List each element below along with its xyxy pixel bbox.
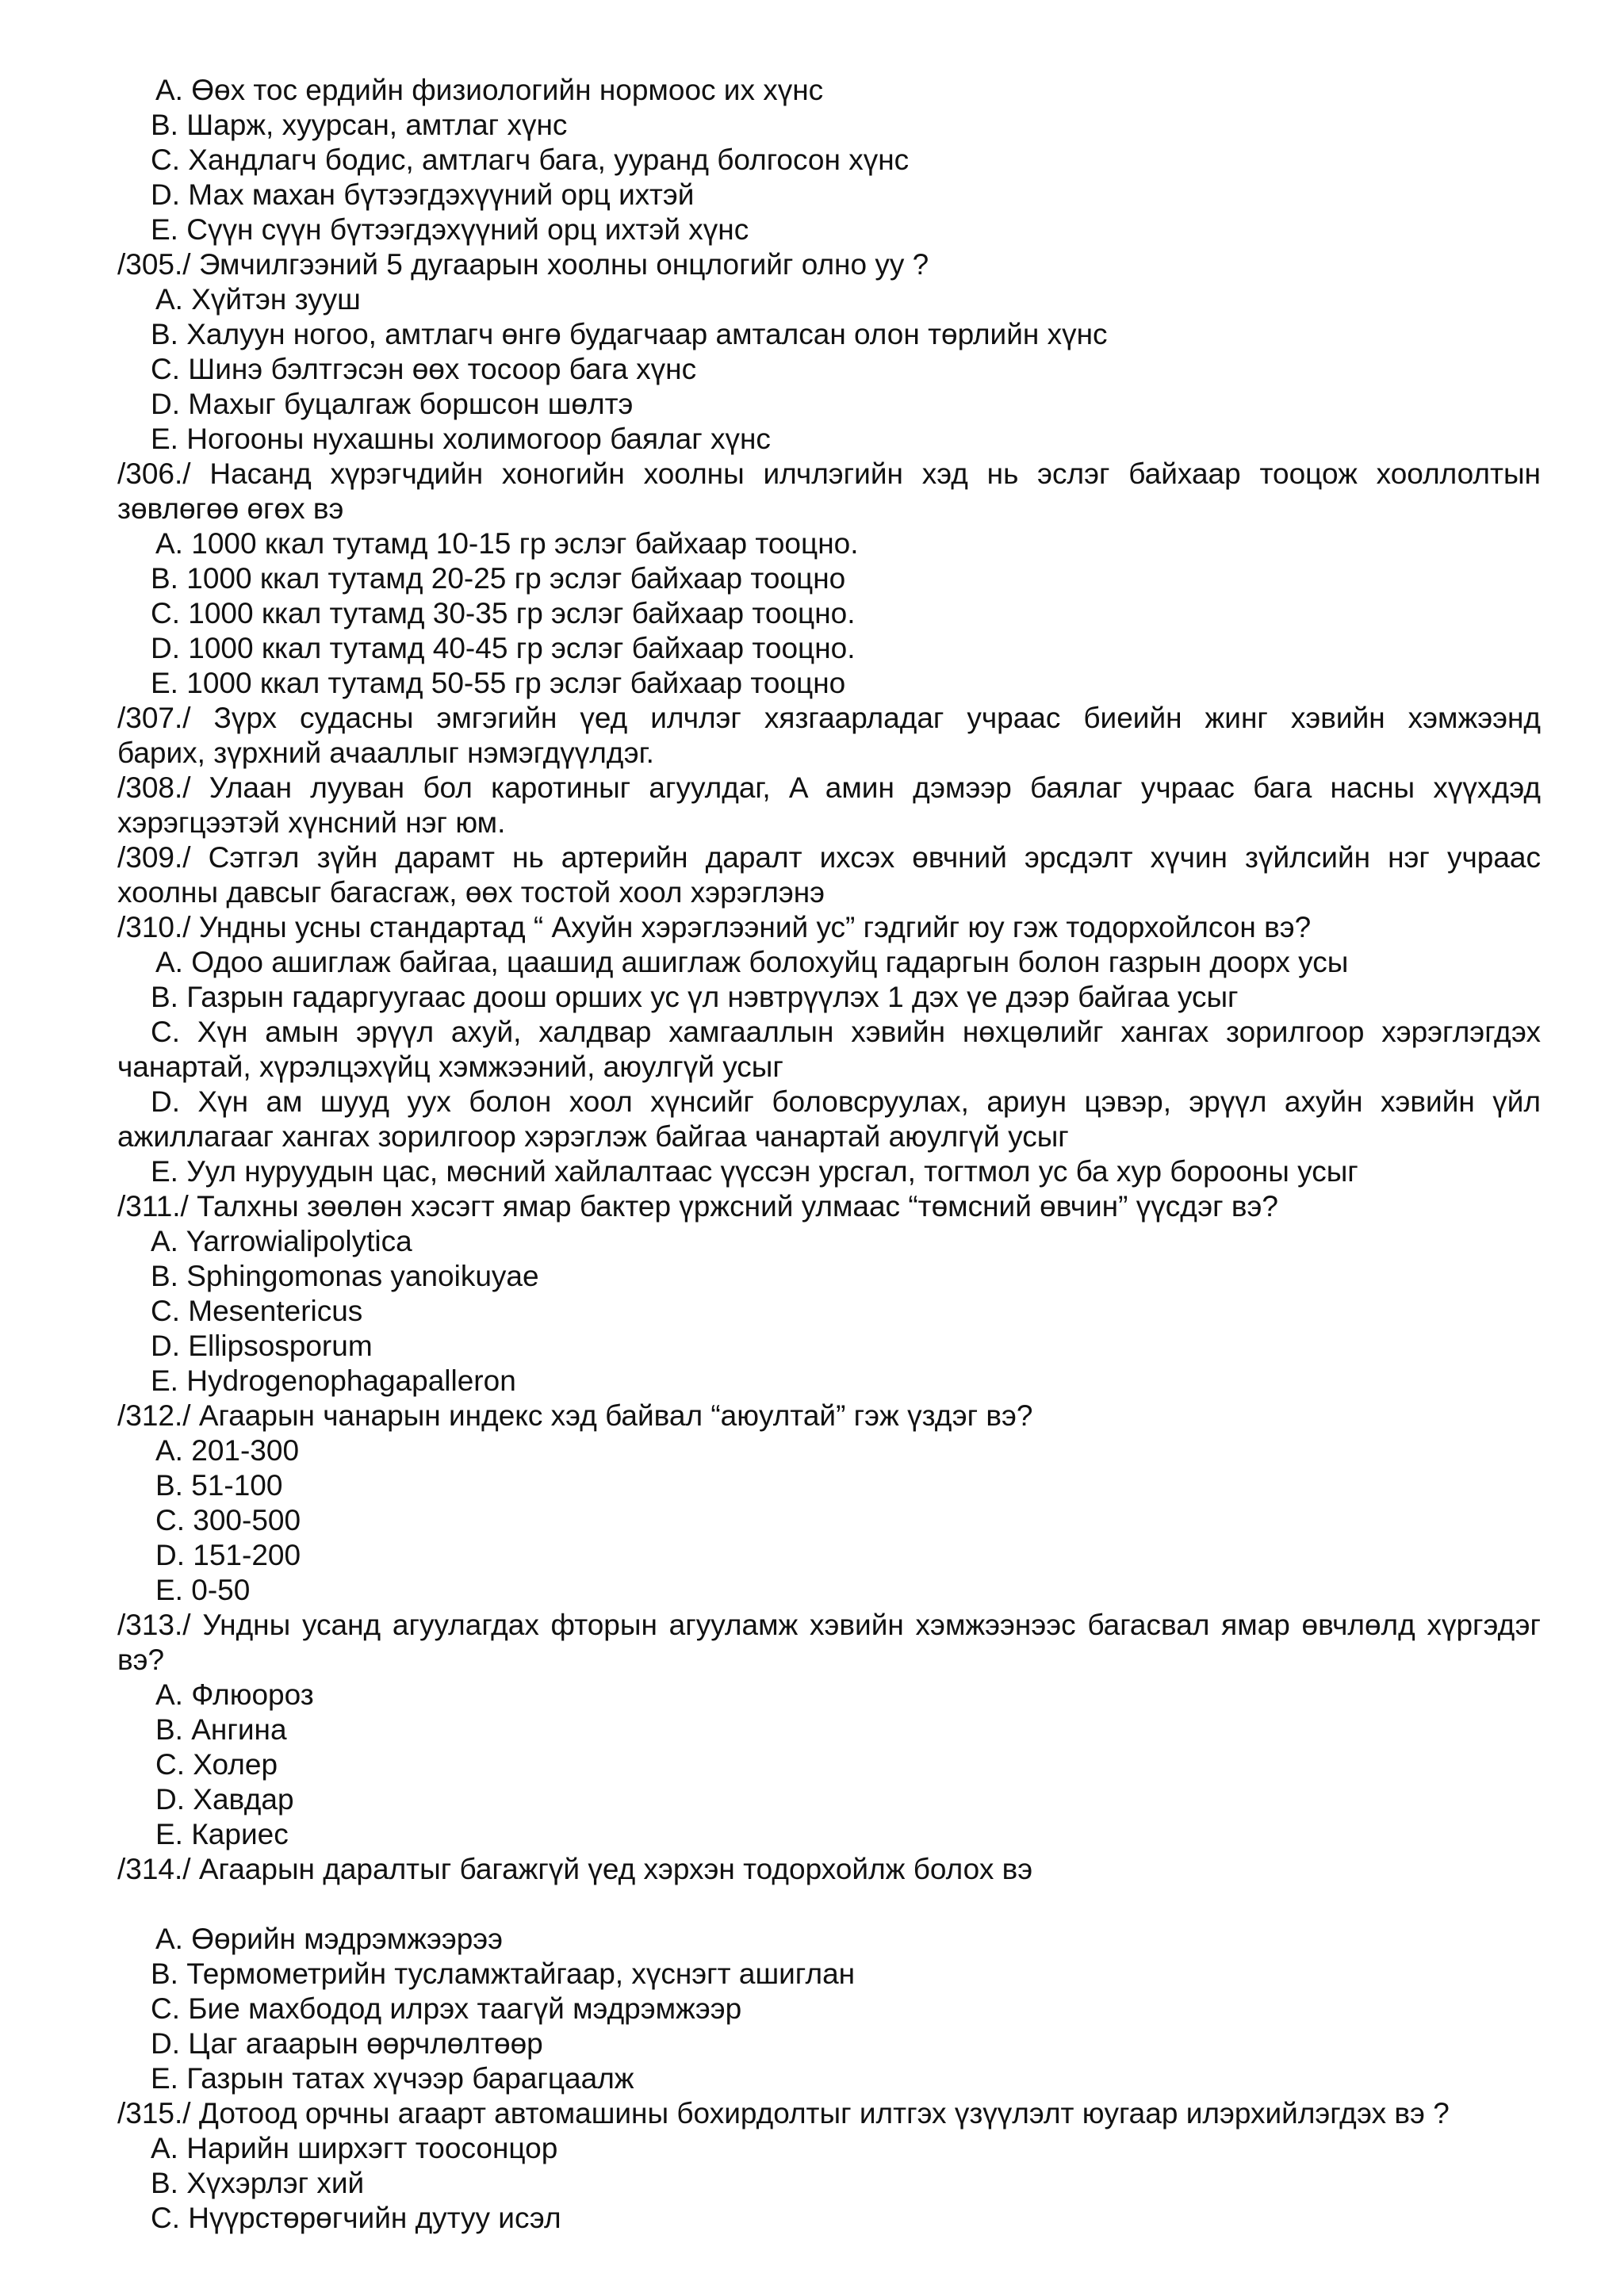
- text-line: C. Холер: [155, 1748, 278, 1781]
- text-line: B. 1000 ккал тутамд 20-25 гр эслэг байхаар тооцно: [151, 562, 846, 595]
- text-line: B. Sphingomonas yanoikuyae: [151, 1260, 539, 1292]
- text-line: D. Ellipsosporum: [151, 1330, 373, 1362]
- text-line: E. Hydrogenophagapalleron: [151, 1364, 516, 1397]
- text-line: B. Газрын гадаргуугаас доош орших ус үл нэвтрүүлэх 1 дэх үе дээр байгаа усыг: [151, 981, 1239, 1013]
- text-line: A. Хүйтэн зууш: [155, 283, 361, 316]
- text-line: D. Цаг агаарын өөрчлөлтөөр: [151, 2027, 543, 2060]
- text-line: A. Нарийн ширхэгт тоосонцор: [151, 2132, 558, 2164]
- text-line: D. Махыг буцалгаж боршсон шөлтэ: [151, 388, 634, 420]
- text-line: A. Одоо ашиглаж байгаа, цаашид ашиглаж болохуйц гадаргын болон газрын доорх усы: [155, 946, 1349, 978]
- question-line: /309./ Сэтгэл зүйн дарамт нь артерийн даралт ихсэх өвчний эрсдэлт хүчин зүйлсийн нэг учраас: [117, 841, 1541, 874]
- question-line: /312./ Агаарын чанарын индекс хэд байвал “аюултай” гэж үздэг вэ?: [117, 1399, 1033, 1432]
- text-line: C. Бие махбодод илрэх таагүй мэдрэмжээр: [151, 1992, 742, 2025]
- text-line: C. Mesentericus: [151, 1295, 363, 1327]
- question-line: /308./ Улаан лууван бол каротиныг агуулдаг, A амин дэмээр баялаг учраас бага насны хүүхдэд: [117, 771, 1541, 804]
- text-line: B. Ангина: [155, 1713, 287, 1746]
- question-line: /313./ Ундны усанд агуулагдах фторын агууламж хэвийн хэмжээнээс багасвал ямар өвчлөлд хүргэдэг: [117, 1609, 1541, 1641]
- text-line: A. Өөх тос ердийн физиологийн нормоос их хүнс: [155, 74, 824, 106]
- text-line: E. Кариес: [155, 1818, 289, 1850]
- text-line: E. 0-50: [155, 1574, 251, 1606]
- question-line: /306./ Насанд хүрэгчдийн хоногийн хоолны илчлэгийн хэд нь эслэг байхаар тооцож хооллолтын: [117, 457, 1541, 490]
- text-line: B. Хүхэрлэг хий: [151, 2167, 365, 2199]
- text-line: B. Термометрийн тусламжтайгаар, хүснэгт ашиглан: [151, 1957, 856, 1990]
- text-line: хэрэгцээтэй хүнсний нэг юм.: [117, 806, 506, 839]
- text-line: E. Сүүн сүүн бүтээгдэхүүний орц ихтэй хүнс: [151, 213, 749, 246]
- text-line: A. 201-300: [155, 1434, 300, 1467]
- text-line: B. Шарж, хуурсан, амтлаг хүнс: [151, 109, 568, 141]
- text-line: E. Ногооны нухашны холимогоор баялаг хүнс: [151, 423, 771, 455]
- text-line: чанартай, хүрэлцэхүйц хэмжээний, аюулгүй усыг: [117, 1050, 783, 1083]
- text-line: вэ?: [117, 1644, 165, 1676]
- text-line: C. Нүүрстөрөгчийн дутуу исэл: [151, 2202, 561, 2234]
- text-line: B. Халуун ногоо, амтлагч өнгө будагчаар амталсан олон төрлийн хүнс: [151, 318, 1108, 350]
- text-line: C. 1000 ккал тутамд 30-35 гр эслэг байхаар тооцно.: [151, 597, 856, 629]
- text-line: A. Флюороз: [155, 1678, 314, 1711]
- text-line: E. Газрын татах хүчээр барагцаалж: [151, 2062, 634, 2095]
- question-line: /305./ Эмчилгээний 5 дугаарын хоолны онцлогийг олно уу ?: [117, 248, 929, 281]
- text-line: C. Хүн амын эрүүл ахуй, халдвар хамгааллын хэвийн нөхцөлийг хангах зорилгоор хэрэглэгдэх: [151, 1016, 1541, 1048]
- question-line: /310./ Ундны усны стандартад “ Ахуйн хэрэглээний ус” гэдгийг юу гэж тодорхойлсон вэ?: [117, 911, 1312, 943]
- text-line: C. 300-500: [155, 1504, 301, 1536]
- text-line: C. Шинэ бэлтгэсэн өөх тосоор бага хүнс: [151, 353, 697, 385]
- text-line: D. Мах махан бүтээгдэхүүний орц ихтэй: [151, 178, 695, 211]
- text-line: A. Өөрийн мэдрэмжээрээ: [155, 1923, 504, 1955]
- text-line: A. Yarrowialipolytica: [151, 1225, 412, 1257]
- question-line: /307./ Зүрх судасны эмгэгийн үед илчлэг хязгаарладаг учраас биеийн жинг хэвийн хэмжээнд: [117, 702, 1541, 734]
- text-line: A. 1000 ккал тутамд 10-15 гр эслэг байхаар тооцно.: [155, 527, 859, 560]
- question-line: /315./ Дотоод орчны агаарт автомашины бохирдолтыг илтгэх үзүүлэлт юугаар илэрхийлэгдэх вэ ?: [117, 2097, 1450, 2130]
- text-line: барих, зүрхний ачааллыг нэмэгдүүлдэг.: [117, 737, 654, 769]
- text-line: ажиллагааг хангах зорилгоор хэрэглэж байгаа чанартай аюулгүй усыг: [117, 1120, 1069, 1153]
- text-line: E. 1000 ккал тутамд 50-55 гр эслэг байхаар тооцно: [151, 667, 846, 699]
- question-line: /311./ Талхны зөөлөн хэсэгт ямар бактер үржсний улмаас “төмсний өвчин” үүсдэг вэ?: [117, 1190, 1278, 1223]
- text-line: D. 1000 ккал тутамд 40-45 гр эслэг байхаар тооцно.: [151, 632, 856, 664]
- text-line: хоолны давсыг багасгаж, өөх тостой хоол хэрэглэнэ: [117, 876, 825, 909]
- text-line: B. 51-100: [155, 1469, 283, 1502]
- text-line: D. 151-200: [155, 1539, 301, 1571]
- text-line: E. Уул нуруудын цас, мөсний хайлалтаас үүссэн урсгал, тогтмол ус ба хур борооны усыг: [151, 1155, 1358, 1188]
- text-line: C. Хандлагч бодис, амтлагч бага, ууранд болгосон хүнс: [151, 144, 910, 176]
- question-line: /314./ Агаарын даралтыг багажгүй үед хэрхэн тодорхойлж болох вэ: [117, 1853, 1033, 1885]
- text-line: D. Хүн ам шууд уух болон хоол хүнсийг боловсруулах, ариун цэвэр, эрүүл ахуйн хэвийн үйл: [151, 1085, 1541, 1118]
- text-line: зөвлөгөө өгөх вэ: [117, 492, 344, 525]
- text-line: D. Хавдар: [155, 1783, 294, 1816]
